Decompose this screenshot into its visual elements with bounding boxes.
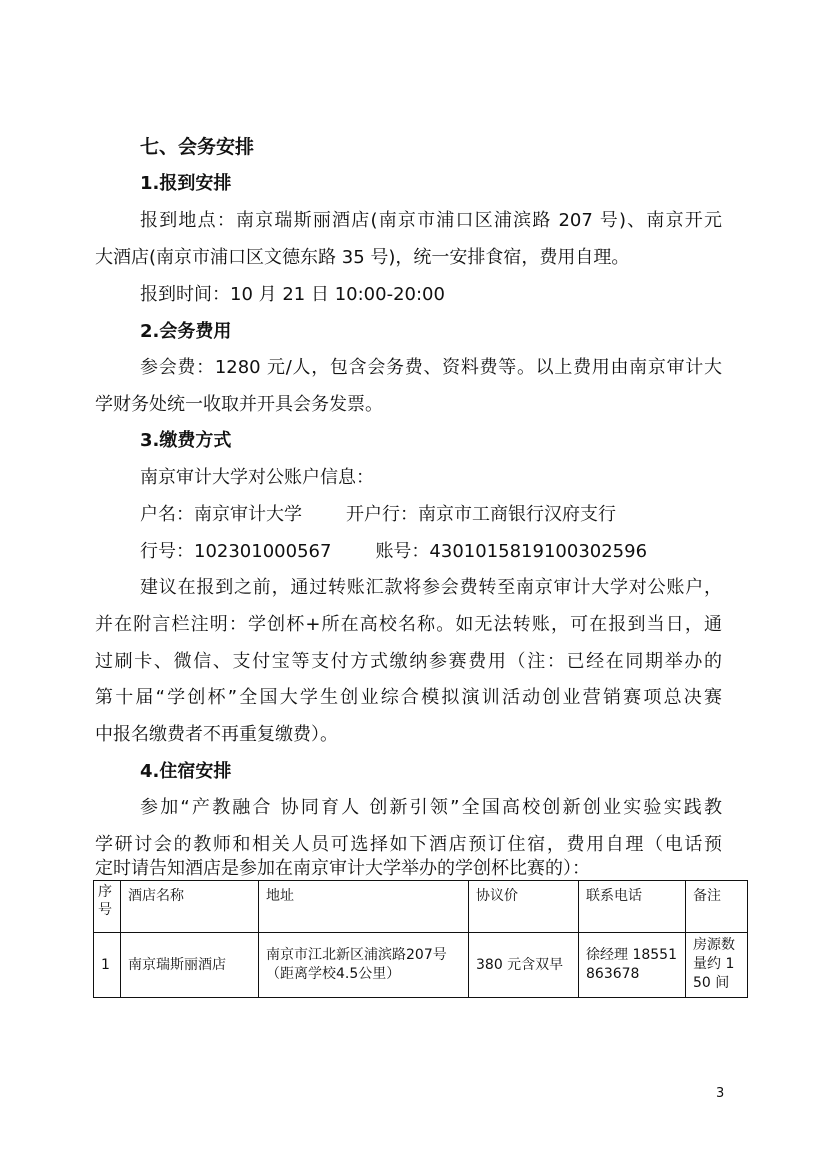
header-cell-contact: 联系电话 bbox=[579, 881, 686, 933]
hotel-table bbox=[93, 880, 748, 998]
checkin-location-line2: 大酒店(南京市浦口区文德东路 35 号)，统一安排食宿，费用自理。 bbox=[95, 247, 630, 268]
lodging-para-line: 学研讨会的教师和相关人员可选择如下酒店预订住宿，费用自理（电话预 bbox=[95, 834, 722, 855]
lodging-para-line: 定时请告知酒店是参加在南京审计大学举办的学创杯比赛的）： bbox=[95, 858, 590, 879]
payment-para-line: 第十届“学创杯”全国大学生创业综合模拟演训活动创业营销赛项总决赛 bbox=[95, 687, 722, 708]
payment-para-line: 并在附言栏注明：学创杯+所在高校名称。如无法转账，可在报到当日，通 bbox=[95, 614, 722, 635]
header-cell-note: 备注 bbox=[686, 881, 748, 933]
table-header-row bbox=[94, 881, 748, 933]
table-row bbox=[94, 933, 748, 998]
cell-contact: 徐经理 18551863678 bbox=[579, 933, 686, 998]
section-title: 七、会务安排 bbox=[140, 136, 255, 158]
bank-name: 开户行：南京市工商银行汉府支行 bbox=[346, 504, 616, 525]
lodging-heading: 4.住宿安排 bbox=[140, 761, 232, 782]
checkin-location-line1: 报到地点：南京瑞斯丽酒店(南京市浦口区浦滨路 207 号)、南京开元 bbox=[140, 210, 722, 231]
cell-hotel-name: 南京瑞斯丽酒店 bbox=[121, 933, 259, 998]
payment-heading: 3.缴费方式 bbox=[140, 430, 232, 451]
fees-line1: 参会费：1280 元/人，包含会务费、资料费等。以上费用由南京审计大 bbox=[140, 357, 722, 378]
page-number: 3 bbox=[716, 1086, 725, 1101]
cell-no: 1 bbox=[94, 933, 121, 998]
checkin-heading: 1.报到安排 bbox=[140, 173, 232, 194]
account-name: 户名：南京审计大学 bbox=[140, 504, 302, 525]
fees-heading: 2.会务费用 bbox=[140, 321, 232, 342]
header-cell-name: 酒店名称 bbox=[121, 881, 259, 933]
account-name-row bbox=[140, 503, 616, 527]
bank-number-row bbox=[140, 540, 647, 564]
header-cell-address: 地址 bbox=[259, 881, 469, 933]
checkin-time: 报到时间：10 月 21 日 10:00-20:00 bbox=[140, 284, 445, 305]
cell-price: 380 元含双早 bbox=[469, 933, 579, 998]
payment-para-line: 过刷卡、微信、支付宝等支付方式缴纳参赛费用（注：已经在同期举办的 bbox=[95, 651, 722, 672]
account-number: 账号：4301015819100302596 bbox=[375, 541, 648, 562]
header-cell-no: 序号 bbox=[94, 881, 121, 933]
bank-number: 行号：102301000567 bbox=[140, 541, 332, 562]
payment-intro: 南京审计大学对公账户信息： bbox=[140, 467, 374, 488]
lodging-para-line: 参加“产教融合 协同育人 创新引领”全国高校创新创业实验实践教 bbox=[140, 797, 722, 818]
fees-line2: 学财务处统一收取并开具会务发票。 bbox=[95, 394, 383, 415]
cell-note: 房源数量约 150 间 bbox=[686, 933, 748, 998]
header-cell-price: 协议价 bbox=[469, 881, 579, 933]
payment-para-line: 建议在报到之前，通过转账汇款将参会费转至南京审计大学对公账户， bbox=[140, 577, 722, 598]
cell-address: 南京市江北新区浦滨路207号（距离学校4.5公里） bbox=[259, 933, 469, 998]
payment-para-line: 中报名缴费者不再重复缴费）。 bbox=[95, 724, 338, 745]
